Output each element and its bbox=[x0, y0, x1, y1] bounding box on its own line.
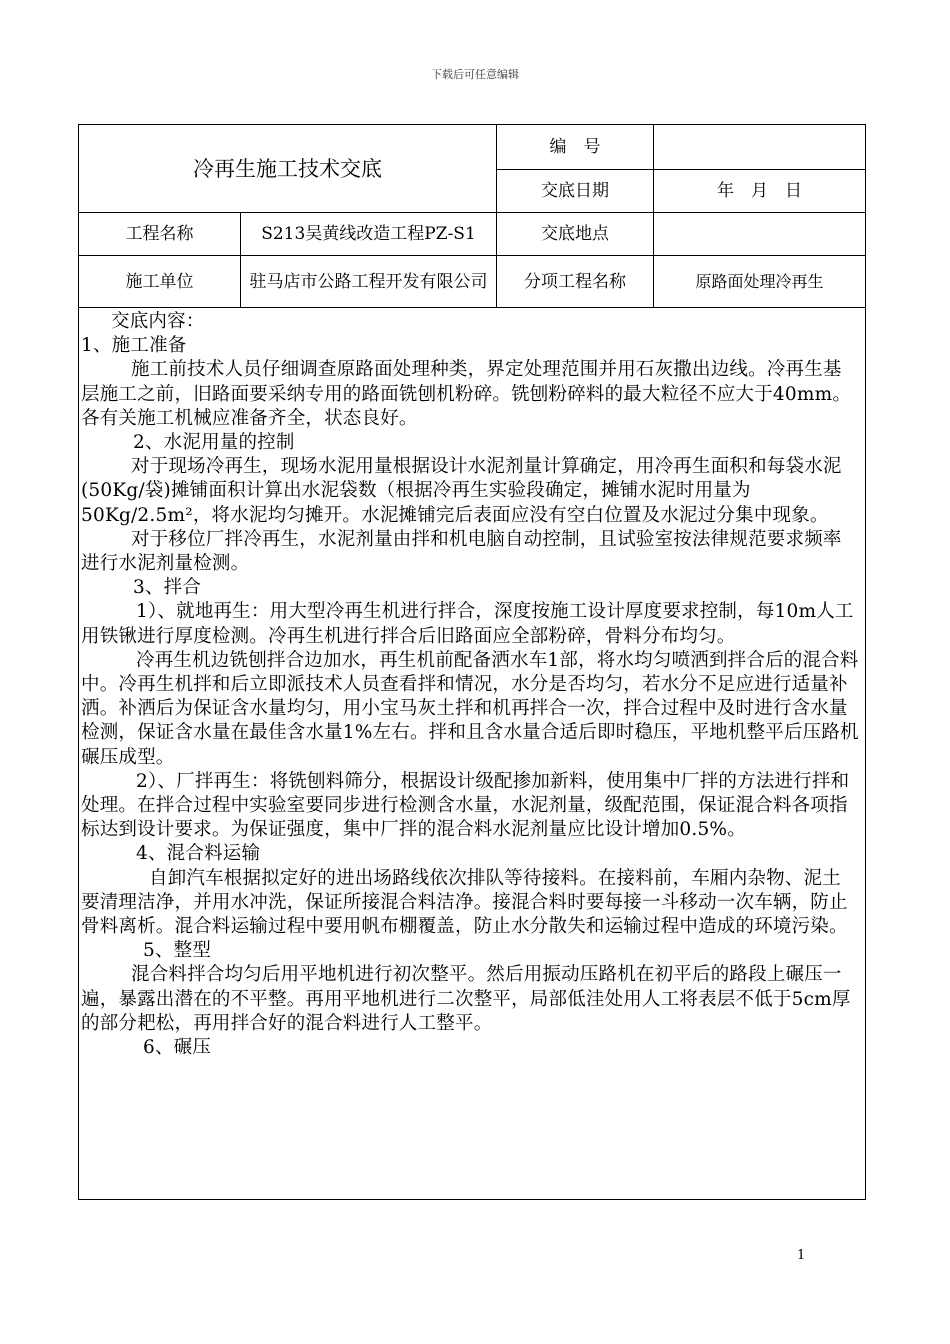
page-number: 1 bbox=[797, 1248, 806, 1263]
number-value[interactable] bbox=[654, 125, 866, 170]
section-heading: 4、混合料运输 bbox=[136, 843, 261, 865]
form-title: 冷再生施工技术交底 bbox=[79, 125, 497, 213]
content-label: 交底内容： bbox=[111, 311, 205, 332]
paragraph: 冷再生机边铣刨拌合边加水，再生机前配备洒水车1部，将水均匀喷洒到拌合后的混合料中。冷再生机拌和后立即派技术人员查看拌和情况，水分是否均匀，若水分不足应进行适量补洒。补洒后为保证含水量均匀，用小宝马灰土拌和机再拌合一次，拌合过程中及时进行含水量检测，保证含水量在最佳含水量1%左右。拌和且含水量合适后即时稳压，平地机整平后压路机碾压成型。 bbox=[81, 649, 859, 768]
header-note: 下载后可任意编辑 bbox=[431, 68, 519, 81]
disclosure-content bbox=[79, 308, 866, 1200]
date-value[interactable]: 年 月 日 bbox=[654, 170, 866, 213]
project-label: 工程名称 bbox=[79, 213, 241, 256]
disclosure-form-table bbox=[78, 124, 866, 1200]
section-heading: 6、碾压 bbox=[143, 1037, 212, 1059]
paragraph: 1）、就地再生：用大型冷再生机进行拌合，深度按施工设计厚度要求控制，每10m人工用铁锹进行厚度检测。冷再生机进行拌合后旧路面应全部粉碎，骨料分布均匀。 bbox=[81, 601, 854, 647]
paragraph: 对于现场冷再生，现场水泥用量根据设计水泥剂量计算确定，用冷再生面积和每袋水泥(50Kg/袋)摊铺面积计算出水泥袋数（根据冷再生实验段确定，摊铺水泥时用量为50Kg/2.5m²，将水泥均匀摊开。水泥摊铺完后表面应没有空白位置及水泥过分集中现象。 bbox=[81, 456, 842, 526]
section-heading: 3、拌合 bbox=[133, 577, 202, 599]
paragraph: 混合料拌合均匀后用平地机进行初次整平。然后用振动压路机在初平后的路段上碾压一遍，暴露出潜在的不平整。再用平地机进行二次整平，局部低洼处用人工将表层不低于5cm厚的部分耙松，再用拌合好的混合料进行人工整平。 bbox=[81, 964, 851, 1034]
unit-value: 驻马店市公路工程开发有限公司 bbox=[241, 256, 497, 308]
paragraph: 2）、厂拌再生：将铣刨料筛分，根据设计级配掺加新料，使用集中厂拌的方法进行拌和处理。在拌合过程中实验室要同步进行检测含水量，水泥剂量，级配范围，保证混合料各项指标达到设计要求。为保证强度，集中厂拌的混合料水泥剂量应比设计增加0.5%。 bbox=[81, 770, 850, 841]
number-label: 编 号 bbox=[497, 125, 654, 170]
subproject-label: 分项工程名称 bbox=[497, 256, 654, 308]
unit-label: 施工单位 bbox=[79, 256, 241, 308]
paragraph: 施工前技术人员仔细调查原路面处理种类，界定处理范围并用石灰撒出边线。冷再生基层施工之前，旧路面要采纳专用的路面铣刨机粉碎。铣刨粉碎料的最大粒径不应大于40mm。各有关施工机械应准备齐全，状态良好。 bbox=[81, 359, 852, 429]
date-label: 交底日期 bbox=[497, 170, 654, 213]
project-value: S213吴黄线改造工程PZ-S1 bbox=[241, 213, 497, 256]
section-heading: 5、整型 bbox=[143, 940, 212, 962]
subproject-value: 原路面处理冷再生 bbox=[654, 256, 866, 308]
section-heading: 2、水泥用量的控制 bbox=[133, 432, 295, 454]
paragraph: 自卸汽车根据拟定好的进出场路线依次排队等待接料。在接料前，车厢内杂物、泥土要清理洁净，并用水冲洗，保证所接混合料洁净。接混合料时要每接一斗移动一次车辆，防止骨料离析。混合料运输过程中要用帆布棚覆盖，防止水分散失和运输过程中造成的环境污染。 bbox=[81, 867, 848, 938]
paragraph: 对于移位厂拌冷再生，水泥剂量由拌和机电脑自动控制，且试验室按法律规范要求频率进行水泥剂量检测。 bbox=[81, 528, 842, 575]
section-heading: 1、施工准备 bbox=[81, 335, 187, 357]
location-label: 交底地点 bbox=[497, 213, 654, 256]
location-value[interactable] bbox=[654, 213, 866, 256]
